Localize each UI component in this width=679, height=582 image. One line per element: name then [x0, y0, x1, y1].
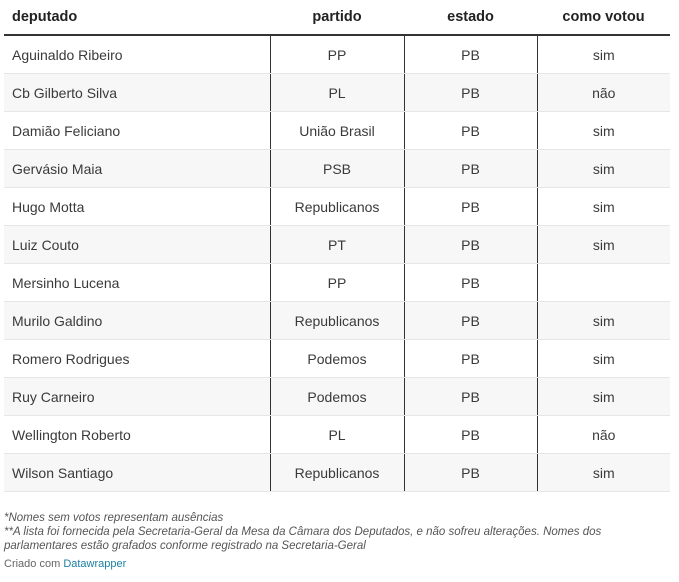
cell-deputado: Hugo Motta — [4, 188, 270, 226]
cell-estado: PB — [404, 226, 537, 264]
table-row — [4, 188, 670, 226]
cell-partido: PT — [270, 226, 404, 264]
cell-partido: PSB — [270, 150, 404, 188]
cell-como-votou: sim — [537, 454, 670, 492]
cell-deputado: Romero Rodrigues — [4, 340, 270, 378]
cell-partido: PP — [270, 264, 404, 302]
column-header-partido[interactable]: partido — [270, 0, 404, 35]
cell-deputado: Murilo Galdino — [4, 302, 270, 340]
column-header-estado[interactable]: estado — [404, 0, 537, 35]
cell-como-votou: sim — [537, 302, 670, 340]
cell-estado: PB — [404, 378, 537, 416]
footnote-source: **A lista foi fornecida pela Secretaria-Geral da Mesa da Câmara dos Deputados, e não sofreu alterações. Nomes dos parlamentares estão grafados conforme registrado na Secretaria-Geral — [4, 526, 602, 552]
table-row — [4, 416, 670, 454]
cell-como-votou: sim — [537, 188, 670, 226]
cell-como-votou: sim — [537, 340, 670, 378]
cell-estado: PB — [404, 302, 537, 340]
column-header-como-votou[interactable]: como votou — [537, 0, 670, 35]
cell-deputado: Ruy Carneiro — [4, 378, 270, 416]
cell-estado: PB — [404, 264, 537, 302]
cell-como-votou: sim — [537, 378, 670, 416]
cell-como-votou: não — [537, 416, 670, 454]
cell-como-votou: sim — [537, 150, 670, 188]
votes-table — [4, 0, 670, 492]
credit-line — [4, 558, 126, 570]
table-row — [4, 35, 670, 74]
table-row — [4, 378, 670, 416]
cell-partido: Republicanos — [270, 188, 404, 226]
cell-partido: Podemos — [270, 340, 404, 378]
table-row — [4, 226, 670, 264]
table-row — [4, 74, 670, 112]
cell-partido: Republicanos — [270, 302, 404, 340]
cell-como-votou: não — [537, 74, 670, 112]
credit-prefix: Criado com — [4, 558, 61, 570]
cell-como-votou — [537, 264, 670, 302]
table-row — [4, 150, 670, 188]
table-row — [4, 264, 670, 302]
cell-estado: PB — [404, 112, 537, 150]
table-header — [4, 0, 670, 35]
cell-estado: PB — [404, 340, 537, 378]
cell-estado: PB — [404, 150, 537, 188]
cell-partido: PL — [270, 74, 404, 112]
footnotes — [4, 511, 670, 553]
cell-partido: Podemos — [270, 378, 404, 416]
header-row — [4, 0, 670, 35]
cell-deputado: Wellington Roberto — [4, 416, 270, 454]
cell-partido: Republicanos — [270, 454, 404, 492]
cell-como-votou: sim — [537, 112, 670, 150]
cell-deputado: Luiz Couto — [4, 226, 270, 264]
cell-partido: União Brasil — [270, 112, 404, 150]
table-row — [4, 112, 670, 150]
cell-deputado: Damião Feliciano — [4, 112, 270, 150]
cell-como-votou: sim — [537, 35, 670, 74]
cell-como-votou: sim — [537, 226, 670, 264]
cell-partido: PL — [270, 416, 404, 454]
cell-estado: PB — [404, 416, 537, 454]
cell-deputado: Wilson Santiago — [4, 454, 270, 492]
table-row — [4, 340, 670, 378]
cell-deputado: Aguinaldo Ribeiro — [4, 35, 270, 74]
table-body — [4, 35, 670, 492]
cell-estado: PB — [404, 74, 537, 112]
cell-deputado: Cb Gilberto Silva — [4, 74, 270, 112]
datawrapper-link[interactable]: Datawrapper — [63, 558, 127, 570]
table-row — [4, 454, 670, 492]
cell-estado: PB — [404, 35, 537, 74]
cell-partido: PP — [270, 35, 404, 74]
footnote-absences: *Nomes sem votos representam ausências — [4, 512, 224, 524]
cell-deputado: Gervásio Maia — [4, 150, 270, 188]
cell-deputado: Mersinho Lucena — [4, 264, 270, 302]
cell-estado: PB — [404, 454, 537, 492]
cell-estado: PB — [404, 188, 537, 226]
column-header-deputado[interactable]: deputado — [4, 0, 270, 35]
table-row — [4, 302, 670, 340]
